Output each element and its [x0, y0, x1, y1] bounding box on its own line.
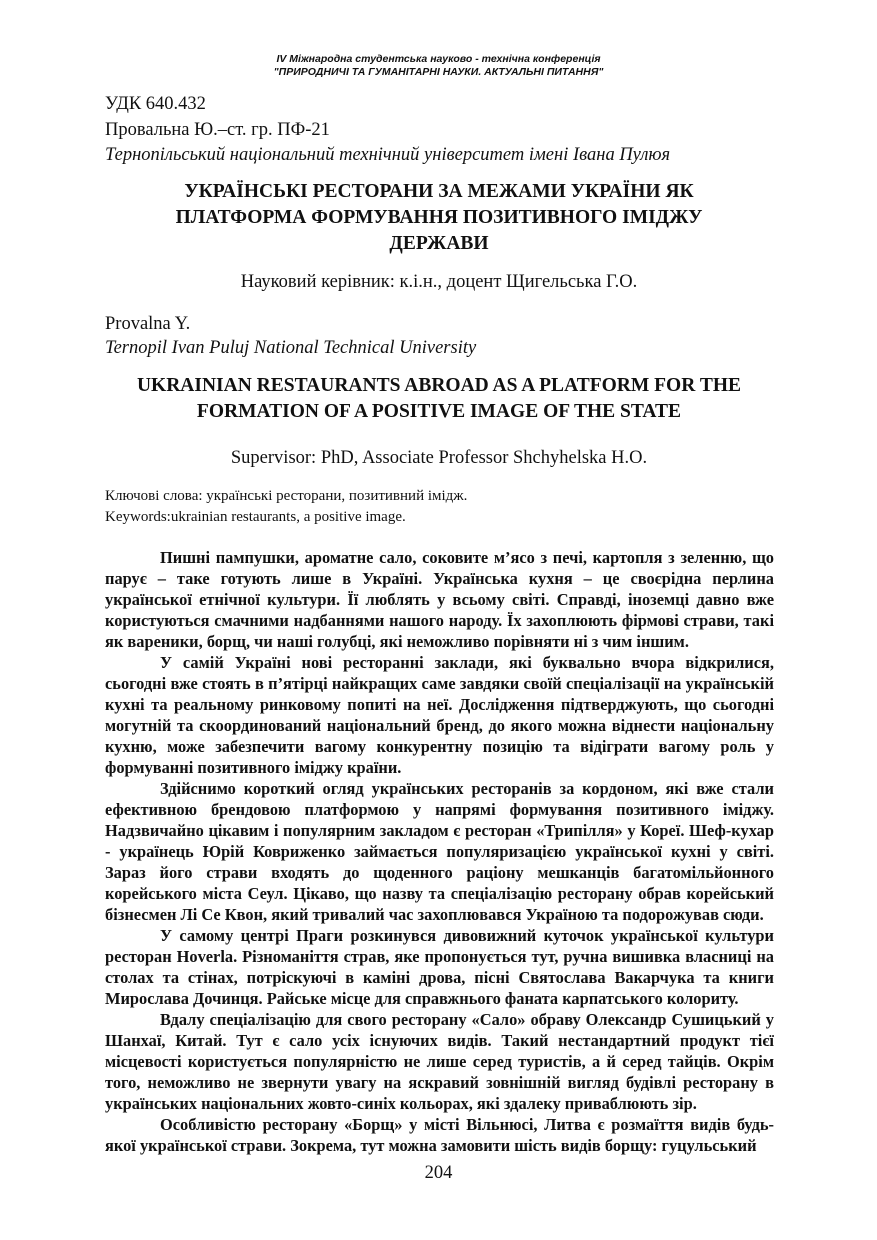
body-paragraph: Особливістю ресторану «Борщ» у місті Вільнюсі, Литва є розмаїття видів будь-якої української страви. Зокрема, тут можна замовити шість видів борщу: гуцульський [105, 1115, 774, 1155]
affiliation-en: Ternopil Ivan Puluj National Technical University [105, 338, 477, 358]
body-paragraph: Здійснимо короткий огляд українських ресторанів за кордоном, які вже стали ефективною брендовою платформою у напрямі формування позитивного іміджу. Надзвичайно цікавим і популярним закладом є ресторан «Трипілля» у Кореї. Шеф-кухар - українець Юрій Ковриженко займається популяризацією української кухні у світі. Зараз його страви входять до щоденного раціону мешканців багатомільйонного корейського міста Сеул. Цікаво, що назву та спеціалізацію ресторану обрав корейський бізнесмен Лі Се Квон, який тривалий час захоплювався Україною та подорожував сюди. [105, 779, 774, 924]
supervisor-ua: Науковий керівник: к.і.н., доцент Щигельська Г.О. [240, 272, 638, 292]
keywords-ua: Ключові слова: українські ресторани, позитивний імідж. [105, 488, 468, 504]
conference-title-line1: IV Міжнародна студентська науково - технічна конференція [276, 53, 601, 65]
affiliation-ua: Тернопільський національний технічний університет імені Івана Пулюя [105, 145, 671, 165]
conference-header [0, 53, 877, 79]
article-title-ua [105, 179, 773, 257]
author-en: Provalna Y. [105, 314, 191, 334]
title-ua-line3: ДЕРЖАВИ [389, 233, 489, 254]
article-title-en [105, 373, 773, 425]
body-paragraph: У самій Україні нові ресторанні заклади, які буквально вчора відкрилися, сьогодні вже стоять в п’ятірці найкращих саме завдяки своїй спеціалізації на українській кухні та реальному ринковому попиті на неї. Дослідження підтверджують, що сьогодні могутній та скоординований національний бренд, до якого можна віднести національну кухню, може забезпечити вагому конкурентну позицію та відіграти вагому роль у формуванні позитивного іміджу країни. [105, 653, 774, 777]
body-paragraph: У самому центрі Праги розкинувся дивовижний куточок української культури ресторан Hoverla. Різноманіття страв, яке пропонується тут, ручна вишивка власниці на столах та стінах, потріскуючі в каміні дрова, пісні Святослава Вакарчука та книги Мирослава Дочинця. Райське місце для справжнього фаната карпатського колориту. [105, 926, 774, 1008]
title-ua-line2: ПЛАТФОРМА ФОРМУВАННЯ ПОЗИТИВНОГО ІМІДЖУ [175, 207, 703, 228]
article-body [105, 547, 774, 1156]
page-number: 204 [424, 1163, 453, 1183]
title-ua-line1: УКРАЇНСЬКІ РЕСТОРАНИ ЗА МЕЖАМИ УКРАЇНИ ЯК [184, 181, 694, 202]
author-ua: Провальна Ю.–ст. гр. ПФ-21 [105, 120, 330, 140]
title-en-line1: UKRAINIAN RESTAURANTS ABROAD AS A PLATFORM FOR THE [136, 375, 742, 396]
conference-title-line2: "ПРИРОДНИЧІ ТА ГУМАНІТАРНІ НАУКИ. АКТУАЛЬНІ ПИТАННЯ" [273, 66, 604, 78]
body-paragraph: Пишні пампушки, ароматне сало, соковите м’ясо з печі, картопля з зеленню, що парує – таке готують лише в Україні. Українська кухня – це своєрідна перлина української етнічної культури. Її люблять у всьому світі. Справді, іноземці давно вже користуються смачними надбаннями нашого народу. Їх захоплюють фірмові страви, такі як вареники, борщ, чи наші голубці, які неможливо порівняти ні з чим іншим. [105, 548, 774, 651]
keywords-en: Keywords:ukrainian restaurants, a positive image. [105, 509, 406, 525]
udc-code: УДК 640.432 [105, 94, 206, 114]
supervisor-en: Supervisor: PhD, Associate Professor Shchyhelska H.O. [230, 448, 648, 468]
body-paragraph: Вдалу спеціалізацію для свого ресторану «Сало» обраву Олександр Сушицький у Шанхаї, Китай. Тут є сало усіх існуючих видів. Такий нестандартний продукт тієї місцевості користується популярністю не лише серед туристів, а й серед тайців. Окрім того, неможливо не звернути увагу на яскравий зовнішній вигляд будівлі ресторану в українських національних жовто-синіх кольорах, які здалеку приваблюють зір. [105, 1010, 774, 1113]
title-en-line2: FORMATION OF A POSITIVE IMAGE OF THE STATE [196, 401, 682, 422]
